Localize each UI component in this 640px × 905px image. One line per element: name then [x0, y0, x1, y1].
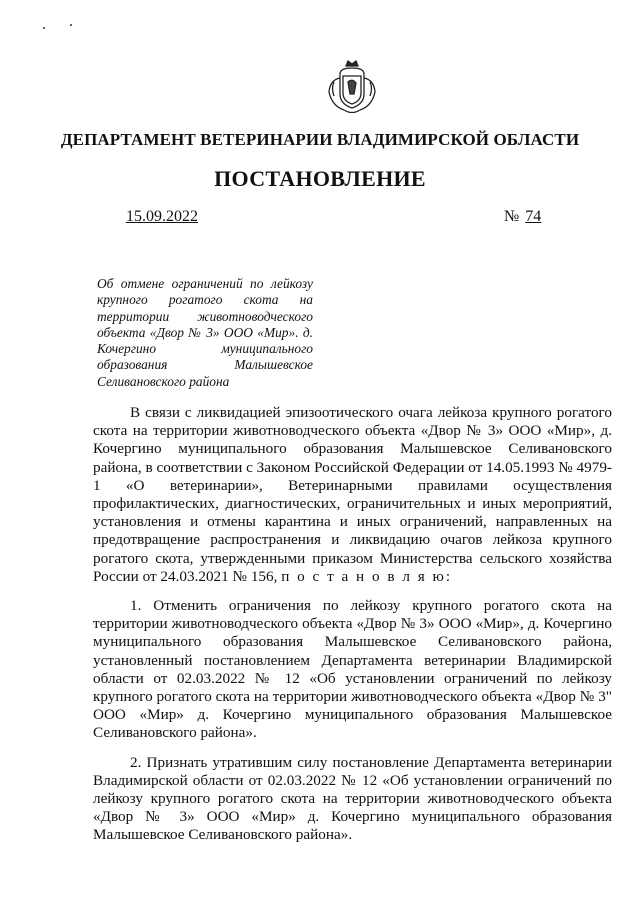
document-number: [504, 208, 541, 226]
intro-text: В связи с ликвидацией эпизоотического очага лейкоза крупного рогатого скота на территории животноводческого объекта «Двор № 3» ООО «Мир», д. Кочергино муниципального образования Малышевское Селивановского района, в соответствии с Законом Российской Федерации от 14.05.1993 № 4979-1 «О ветеринарии», Ветеринарными правилами осуществления профилактических, диагностических, ограничительных и иных мероприятий, установления и отмены карантина и иных ограничений, направленных на предотвращение распространения и ликвидацию очагов лейкоза крупного рогатого скота, утвержденными приказом Министерства сельского хозяйства России от 24.03.2021 № 156,: [93, 404, 612, 585]
decree-word: п о с т а н о в л я ю:: [281, 567, 453, 585]
number-value: 74: [525, 208, 542, 225]
document-date: 15.09.2022: [126, 208, 198, 225]
document-subject: Об отмене ограничений по лейкозу крупного рогатого скота на территории животноводческого объекта «Двор № 3» ООО «Мир». д. Кочергино муниципального образования Малышевское Селивановского района: [97, 276, 313, 389]
intro-paragraph: [93, 404, 612, 586]
number-sign: №: [504, 208, 520, 225]
item-2: 2. Признать утратившим силу постановление Департамента ветеринарии Владимирской области от 02.03.2022 № 12 «Об установлении ограничений по лейкозу крупного рогатого скота на территории животноводческого объекта «Двор № 3» ООО «Мир» д. Кочергино муниципального образования Малышевское Селивановского района».: [93, 753, 612, 844]
organization-name: ДЕПАРТАМЕНТ ВЕТЕРИНАРИИ ВЛАДИМИРСКОЙ ОБЛАСТИ: [60, 130, 580, 149]
item-1: 1. Отменить ограничения по лейкозу крупного рогатого скота на территории животноводческого объекта «Двор № 3» ООО «Мир», д. Кочергино муниципального образования Малышевское Селивановского района, установленный постановлением Департамента ветеринарии Владимирской области от 02.03.2022 № 12 «Об установлении ограничений по лейкозу крупного рогатого скота на территории животноводческого объекта «Двор № 3" ООО «Мир» д. Кочергино муниципального образования Малышевское Селивановского района».: [93, 597, 612, 742]
scan-speck: [70, 24, 72, 26]
document-type: ПОСТАНОВЛЕНИЕ: [214, 166, 426, 191]
scan-speck: [43, 27, 45, 29]
document-body: [93, 404, 612, 856]
coat-of-arms-icon: [326, 58, 378, 118]
